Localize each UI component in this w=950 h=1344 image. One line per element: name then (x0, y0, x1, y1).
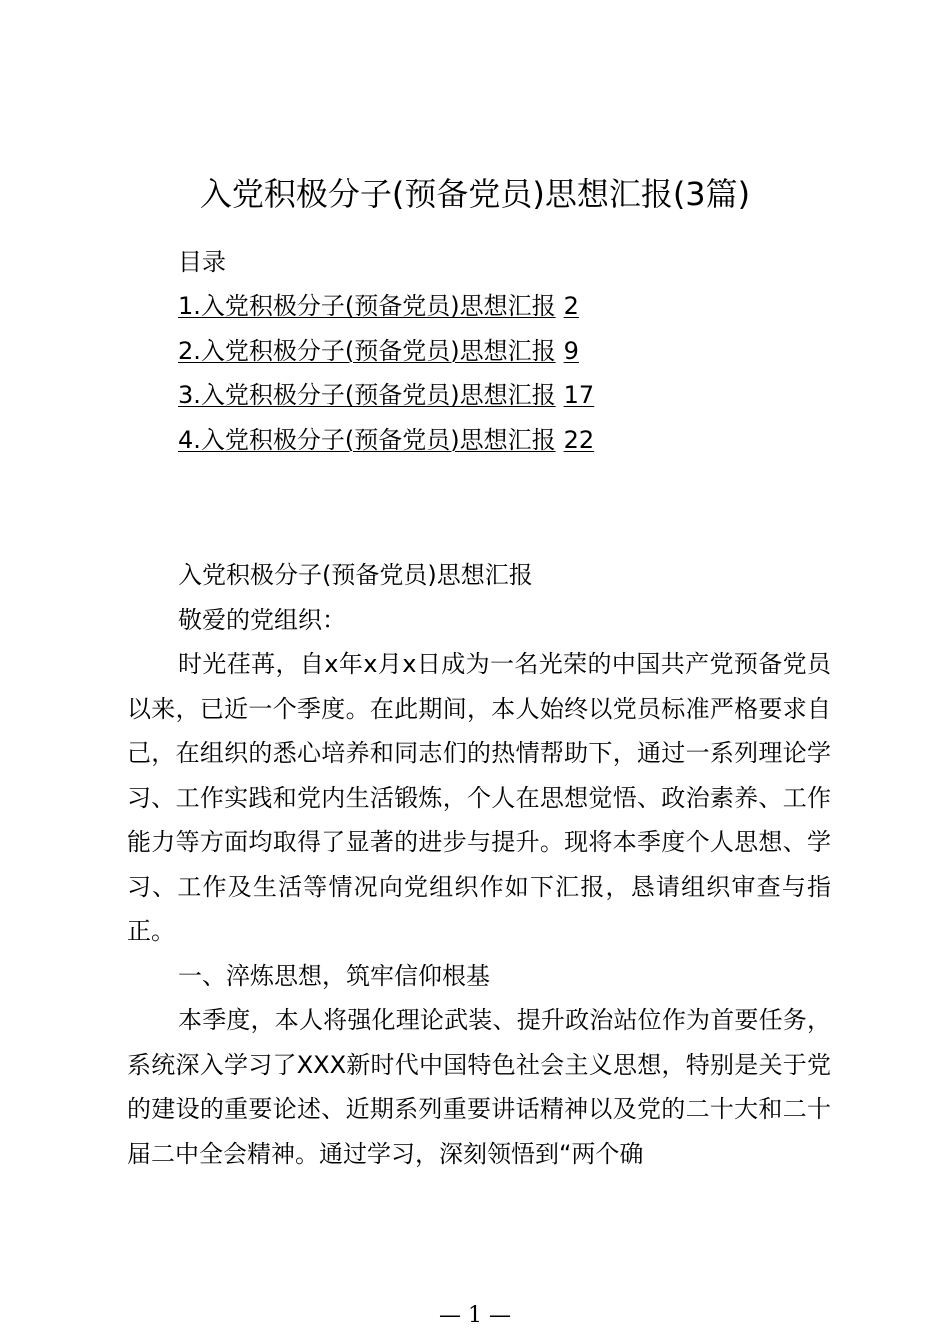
toc-link-4[interactable] (178, 426, 594, 454)
body-paragraph: 时光荏苒，自x年x月x日成为一名光荣的中国共产党预备党员以来，已近一个季度。在此期间，本人始终以党员标准严格要求自己，在组织的悉心培养和同志们的热情帮助下，通过一系列理论学习、工作实践和党内生活锻炼，个人在思想觉悟、政治素养、工作能力等方面均取得了显著的进步与提升。现将本季度个人思想、学习、工作及生活等情况向党组织作如下汇报，恳请组织审查与指正。 (127, 650, 831, 945)
toc-heading: 目录 (178, 248, 226, 276)
toc-entry-label: 3.入党积极分子(预备党员)思想汇报 (178, 381, 556, 409)
toc-entry-label: 4.入党积极分子(预备党员)思想汇报 (178, 425, 556, 454)
page-number: — 1 — (439, 1303, 511, 1328)
toc-entry (178, 284, 594, 329)
toc-entry (178, 329, 594, 374)
section-heading: 一、淬炼思想，筑牢信仰根基 (178, 961, 490, 990)
toc-entry-page: 9 (563, 336, 579, 365)
toc-link-2[interactable] (178, 337, 579, 365)
toc-entry (178, 418, 594, 463)
document-body (127, 553, 831, 1176)
toc-link-1[interactable] (178, 292, 579, 320)
toc-entry-page: 17 (563, 381, 595, 409)
body-paragraph: 本季度，本人将强化理论武装、提升政治站位作为首要任务，系统深入学习了XXX新时代中国特色社会主义思想，特别是关于党的建设的重要论述、近期系列重要讲话精神以及党的二十大和二十届二中全会精神。通过学习，深刻领悟到“两个确 (127, 1006, 831, 1168)
document-title: 入党积极分子(预备党员)思想汇报(3篇) (199, 175, 751, 213)
toc-entry-page: 22 (563, 425, 595, 454)
table-of-contents (178, 284, 594, 462)
toc-entry-page: 2 (563, 292, 579, 320)
section-title: 入党积极分子(预备党员)思想汇报 (178, 561, 533, 589)
toc-entry-label: 1.入党积极分子(预备党员)思想汇报 (178, 292, 556, 320)
toc-link-3[interactable] (178, 381, 594, 409)
toc-entry-label: 2.入党积极分子(预备党员)思想汇报 (178, 336, 556, 365)
salutation: 敬爱的党组织： (178, 605, 346, 634)
toc-entry (178, 373, 594, 418)
